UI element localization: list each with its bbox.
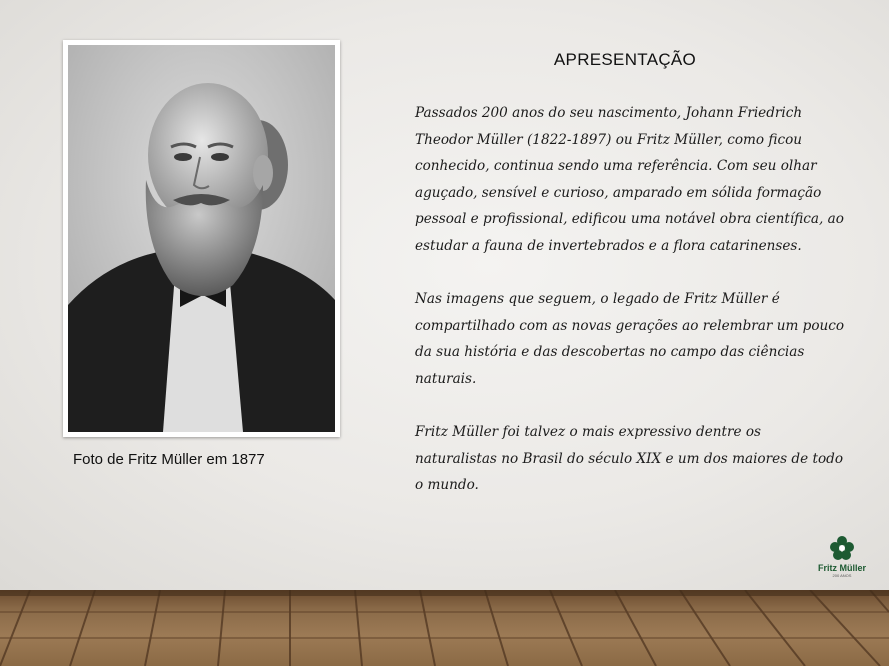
- logo-name: Fritz Müller: [817, 563, 866, 573]
- logo-subtitle: 200 ANOS: [832, 573, 852, 578]
- photo-caption: Foto de Fritz Müller em 1877: [73, 451, 265, 468]
- slide-title: APRESENTAÇÃO: [553, 50, 697, 69]
- paragraph-legacy: Nas imagens que seguem, o legado de Fritz Müller é compartilhado com as novas gerações ao relembrar um pouco da sua história e das descobertas no campo das ciências naturais.: [415, 291, 845, 387]
- paragraph-naturalist: Fritz Müller foi talvez o mais expressivo dentre os naturalistas no Brasil do século XIX e um dos maiores de todo o mundo.: [415, 424, 844, 494]
- wooden-floor: [0, 590, 889, 666]
- portrait-photo: [68, 45, 335, 432]
- fritz-muller-logo: [812, 535, 872, 580]
- flower-logo-icon: [829, 535, 855, 561]
- paragraph-intro: Passados 200 anos do seu nascimento, Johann Friedrich Theodor Müller (1822-1897) ou Fritz Müller, como ficou conhecido, continua sendo uma referência. Com seu olhar aguçado, sensível e curioso, amparado em sólida formação pessoal e profissional, edificou uma notável obra científica, ao estudar a fauna de invertebrados e a flora catarinenses.: [415, 105, 844, 254]
- portrait-frame: [63, 40, 340, 437]
